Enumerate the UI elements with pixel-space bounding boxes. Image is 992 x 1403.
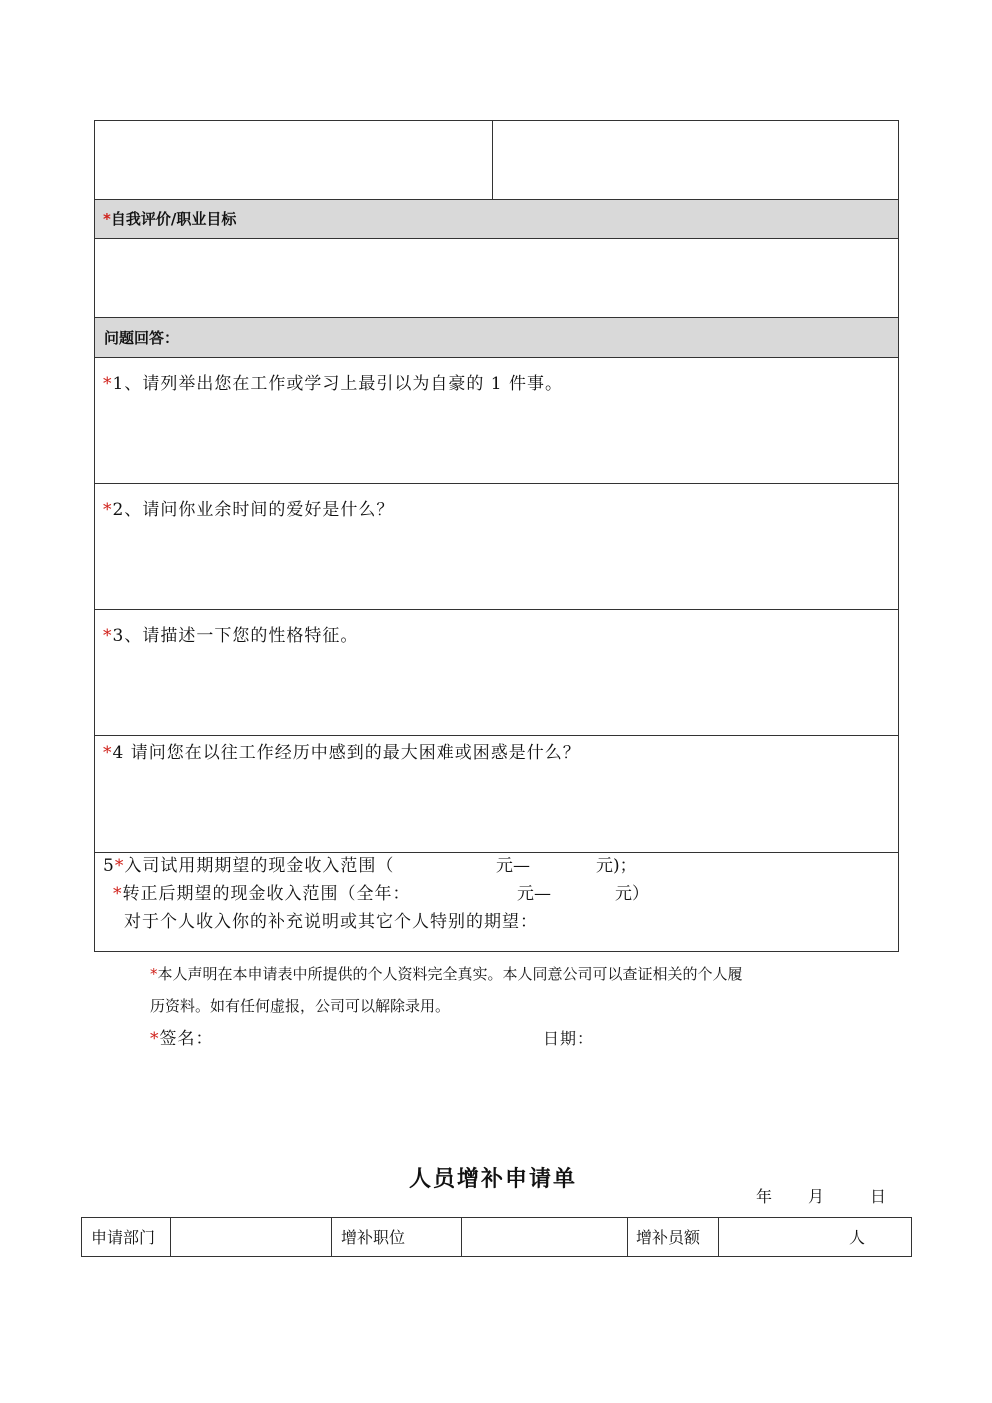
- position-field[interactable]: [462, 1218, 627, 1256]
- answer-4-area[interactable]: [95, 770, 898, 852]
- divider: [331, 1217, 332, 1257]
- question-4: *4 请问您在以往工作经历中感到的最大困难或困惑是什么？: [103, 743, 581, 763]
- required-asterisk: *: [103, 210, 111, 228]
- dept-field[interactable]: [171, 1218, 331, 1256]
- divider: [94, 357, 899, 358]
- headcount-unit: 人: [849, 1228, 866, 1247]
- signature-field[interactable]: [215, 1026, 515, 1052]
- income-regular-line: *转正后期望的现金收入范围（全年：: [113, 884, 411, 904]
- required-asterisk: *: [103, 743, 113, 763]
- required-asterisk: *: [150, 965, 158, 983]
- qa-title: 问题回答：: [104, 329, 180, 347]
- answer-3-area[interactable]: [95, 652, 898, 735]
- signature-label: *签名：: [150, 1029, 214, 1049]
- required-asterisk: *: [103, 374, 113, 394]
- headcount-field[interactable]: [719, 1218, 839, 1256]
- dept-label: 申请部门: [91, 1228, 156, 1247]
- year-label: 年: [756, 1187, 773, 1206]
- top-left-cell[interactable]: [95, 121, 492, 199]
- divider: [627, 1217, 628, 1257]
- month-label: 月: [808, 1187, 825, 1206]
- divider: [94, 735, 899, 736]
- probation-max-unit: 元)；: [596, 856, 637, 876]
- required-asterisk: *: [103, 500, 113, 520]
- income-probation-line: 5*入司试用期期望的现金收入范围（: [103, 856, 395, 876]
- position-label: 增补职位: [341, 1228, 406, 1247]
- question-1: *1、请列举出您在工作或学习上最引以为自豪的 1 件事。: [103, 374, 563, 394]
- income-supplement-line: 对于个人收入你的补充说明或其它个人特别的期望：: [124, 912, 538, 932]
- declaration-line-1: *本人声明在本申请表中所提供的个人资料完全真实。本人同意公司可以查证相关的个人履: [150, 965, 743, 983]
- probation-min-unit: 元—: [496, 856, 530, 876]
- self-eval-label: *自我评价/职业目标: [103, 210, 237, 228]
- divider: [94, 609, 899, 610]
- day-label: 日: [870, 1187, 887, 1206]
- required-asterisk: *: [114, 856, 125, 876]
- self-eval-input-area[interactable]: [95, 239, 898, 317]
- divider: [94, 852, 899, 853]
- divider: [94, 199, 899, 200]
- divider: [94, 483, 899, 484]
- headcount-label: 增补员额: [636, 1228, 701, 1247]
- question-2: *2、请问你业余时间的爱好是什么？: [103, 500, 395, 520]
- regular-min-unit: 元—: [517, 884, 551, 904]
- question-3: *3、请描述一下您的性格特征。: [103, 626, 359, 646]
- top-right-cell[interactable]: [493, 121, 898, 199]
- required-asterisk: *: [113, 884, 123, 904]
- answer-1-area[interactable]: [95, 400, 898, 483]
- requisition-title: 人员增补申请单: [409, 1166, 578, 1192]
- declaration-line-2: 历资料。如有任何虚报，公司可以解除录用。: [150, 997, 451, 1015]
- required-asterisk: *: [150, 1029, 160, 1049]
- answer-2-area[interactable]: [95, 526, 898, 609]
- date-label: 日期：: [543, 1029, 595, 1048]
- required-asterisk: *: [103, 626, 113, 646]
- qa-header-bg: [95, 318, 898, 357]
- date-field[interactable]: [595, 1026, 795, 1052]
- regular-max-unit: 元）: [615, 884, 649, 904]
